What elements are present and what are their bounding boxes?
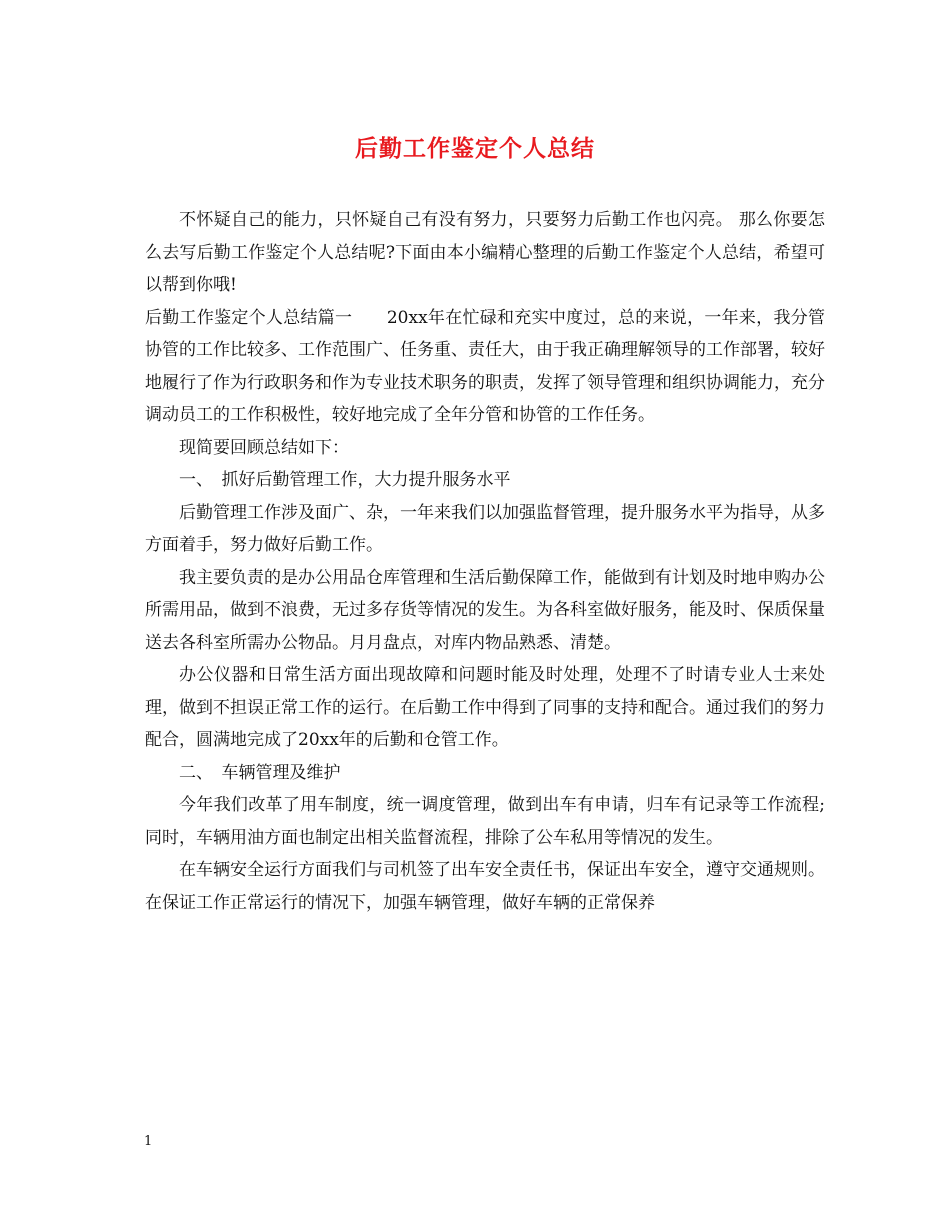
heading-vehicle-management: 二、 车辆管理及维护: [179, 762, 341, 783]
heading-logistics-management: 一、 抓好后勤管理工作，大力提升服务水平: [179, 470, 511, 490]
paragraph-logistics-overview: 后勤管理工作涉及面广、杂，一年来我们以加强监督管理，提升服务水平为指导，从多方面着手，努力做好后勤工作。: [145, 502, 825, 555]
paragraph-vehicle-policy: 今年我们改革了用车制度，统一调度管理，做到出车有申请，归车有记录等工作流程;同时，车辆用油方面也制定出相关监督流程，排除了公车私用等情况的发生。: [145, 795, 825, 848]
document-title: 后勤工作鉴定个人总结: [355, 135, 595, 162]
paragraph-vehicle-safety: 在车辆安全运行方面我们与司机签了出车安全责任书，保证出车安全，遵守交通规则。在保证工作正常运行的情况下，加强车辆管理，做好车辆的正常保养: [145, 860, 825, 913]
paragraph-equipment-maintenance: 办公仪器和日常生活方面出现故障和问题时能及时处理，处理不了时请专业人士来处理，做到不担误正常工作的运行。在后勤工作中得到了同事的支持和配合。通过我们的努力配合，圆满地完成了20xx年的后勤和仓管工作。: [145, 665, 825, 750]
document-body: [145, 204, 825, 919]
page-number: 1: [144, 1134, 153, 1149]
paragraph-section-one-intro: 后勤工作鉴定个人总结篇一 20xx年在忙碌和充实中度过，总的来说，一年来，我分管协管的工作比较多、工作范围广、任务重、责任大，由于我正确理解领导的工作部署，较好地履行了作为行政职务和作为专业技术职务的职责，发挥了领导管理和组织协调能力，充分调动员工的工作积极性，较好地完成了全年分管和协管的工作任务。: [145, 307, 825, 425]
paragraph-review-lead: 现简要回顾总结如下：: [179, 437, 349, 458]
paragraph-office-supplies: 我主要负责的是办公用品仓库管理和生活后勤保障工作，能做到有计划及时地申购办公所需用品，做到不浪费，无过多存货等情况的发生。为各科室做好服务，能及时、保质保量送去各科室所需办公物品。月月盘点，对库内物品熟悉、清楚。: [145, 567, 825, 653]
paragraph-intro: 不怀疑自己的能力，只怀疑自己有没有努力，只要努力后勤工作也闪亮。 那么你要怎么去写后勤工作鉴定个人总结呢?下面由本小编精心整理的后勤工作鉴定个人总结，希望可以帮到你哦!: [145, 210, 825, 295]
